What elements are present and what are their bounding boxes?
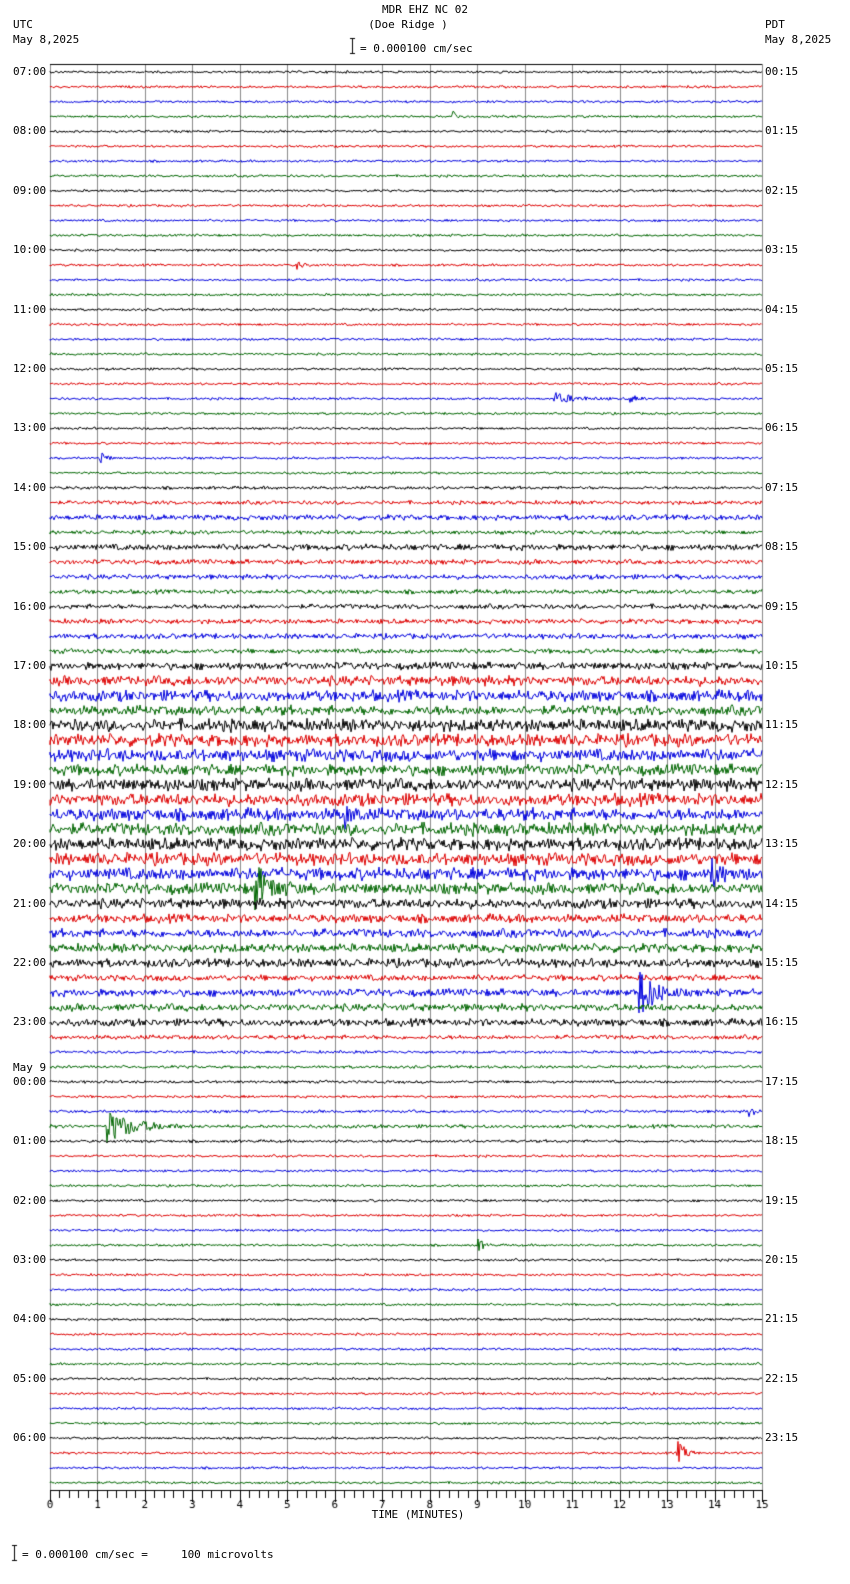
utc-time-label: 21:00 — [13, 896, 47, 910]
utc-time-label: 12:00 — [13, 362, 47, 375]
pdt-time-label: 00:15 — [765, 65, 799, 78]
utc-time-label: 00:00 — [13, 1074, 47, 1088]
pdt-time-label: 15:15 — [765, 956, 799, 969]
pdt-time-label: 20:15 — [765, 1253, 799, 1266]
pdt-time-label: 02:15 — [765, 183, 799, 197]
pdt-time-label: 09:15 — [765, 599, 799, 613]
left-timezone: UTC — [13, 18, 33, 31]
right-timezone: PDT — [765, 18, 785, 31]
pdt-time-label: 01:15 — [765, 124, 799, 138]
utc-time-label: 02:00 — [13, 1193, 47, 1207]
pdt-time-label: 21:15 — [765, 1312, 799, 1326]
utc-time-label: 17:00 — [13, 659, 47, 672]
utc-time-label: 13:00 — [13, 421, 47, 435]
pdt-time-label: 05:15 — [765, 362, 799, 375]
utc-time-label: 03:00 — [13, 1253, 47, 1266]
footer-scale-note: = 0.000100 cm/sec = 100 microvolts — [22, 1548, 274, 1561]
utc-time-label: 01:00 — [13, 1134, 47, 1148]
station-subtitle: (Doe Ridge ) — [368, 18, 448, 31]
utc-time-label: 20:00 — [13, 837, 47, 851]
utc-time-label: 19:00 — [13, 777, 47, 791]
pdt-time-label: 07:15 — [765, 480, 799, 494]
utc-time-label: 11:00 — [13, 302, 47, 316]
pdt-time-label: 19:15 — [765, 1193, 799, 1207]
pdt-time-label: 04:15 — [765, 302, 799, 316]
pdt-time-label: 12:15 — [765, 777, 799, 791]
x-axis-label: TIME (MINUTES) — [371, 1508, 465, 1521]
pdt-time-label: 16:15 — [765, 1015, 799, 1029]
pdt-time-label: 14:15 — [765, 896, 799, 910]
pdt-time-label: 18:15 — [765, 1134, 799, 1148]
right-date: May 8,2025 — [765, 33, 832, 46]
utc-time-label: 15:00 — [13, 540, 47, 554]
date-change-label: May 9 — [13, 1060, 47, 1074]
utc-time-label: 23:00 — [13, 1015, 47, 1029]
pdt-time-label: 06:15 — [765, 421, 799, 435]
utc-time-label: 08:00 — [13, 124, 47, 138]
utc-time-label: 05:00 — [13, 1371, 47, 1385]
utc-time-label: 10:00 — [13, 243, 47, 257]
pdt-time-label: 10:15 — [765, 659, 799, 672]
utc-time-label: 16:00 — [13, 599, 47, 613]
left-date: May 8,2025 — [13, 33, 80, 46]
pdt-time-label: 03:15 — [765, 243, 799, 257]
utc-time-label: 04:00 — [13, 1312, 47, 1326]
utc-time-label: 06:00 — [13, 1431, 47, 1445]
pdt-time-label: 11:15 — [765, 718, 799, 732]
utc-time-label: 07:00 — [13, 65, 47, 78]
pdt-time-label: 13:15 — [765, 837, 799, 851]
utc-time-label: 18:00 — [13, 718, 47, 732]
scale-label: = 0.000100 cm/sec — [360, 42, 473, 55]
station-title: MDR EHZ NC 02 — [381, 3, 469, 16]
pdt-time-label: 22:15 — [765, 1371, 799, 1385]
utc-time-label: 14:00 — [13, 480, 47, 494]
pdt-time-label: 17:15 — [765, 1074, 799, 1088]
utc-time-label: 09:00 — [13, 183, 47, 197]
utc-time-label: 22:00 — [13, 956, 47, 969]
pdt-time-label: 23:15 — [765, 1431, 799, 1445]
pdt-time-label: 08:15 — [765, 540, 799, 554]
